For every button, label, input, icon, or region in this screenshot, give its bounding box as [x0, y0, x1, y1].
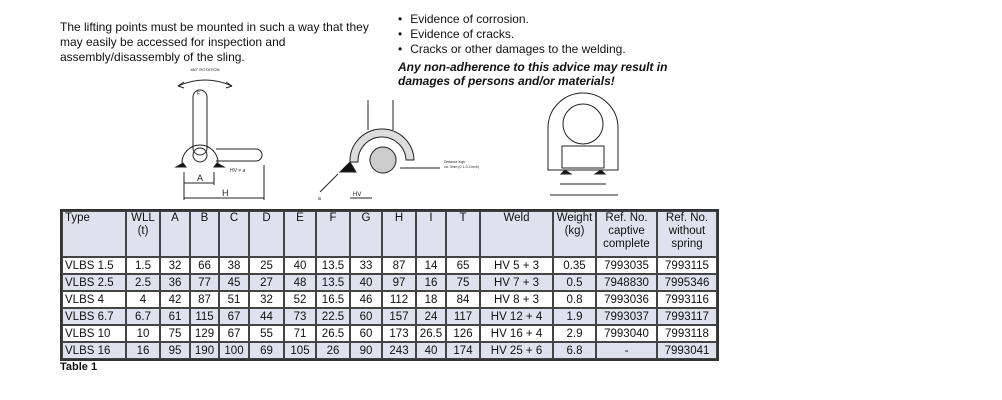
table-cell: 71 [284, 325, 316, 342]
table-cell: 7995346 [657, 274, 717, 291]
col-type: Type [62, 211, 126, 257]
table-cell: 1.5 [126, 257, 160, 274]
table-row [62, 308, 717, 325]
table-cell: 115 [190, 308, 219, 325]
table-cell: HV 25 + 6 [480, 342, 553, 359]
table-cell: VLBS 6.7 [62, 308, 126, 325]
table-cell: 25 [249, 257, 284, 274]
table-cell: 60 [350, 325, 382, 342]
table-cell: 16 [416, 274, 446, 291]
table-caption: Table 1 [60, 361, 98, 373]
table-cell: 4 [126, 291, 160, 308]
table-cell: 129 [190, 325, 219, 342]
table-cell: 7993118 [657, 325, 717, 342]
table-cell: 42 [160, 291, 190, 308]
table-cell: 100 [219, 342, 249, 359]
table-cell: 0.8 [553, 291, 596, 308]
table-cell: - [596, 342, 657, 359]
table-cell: 16 [126, 342, 160, 359]
section-view-drawing [318, 100, 479, 202]
col-c: C [219, 211, 249, 257]
list-item: • Cracks or other damages to the welding. [398, 42, 626, 57]
table-cell: 7993115 [657, 257, 717, 274]
table-cell: 60 [350, 308, 382, 325]
table-cell: 61 [160, 308, 190, 325]
table-cell: 73 [284, 308, 316, 325]
table-cell: 10 [126, 325, 160, 342]
table-cell: 44 [249, 308, 284, 325]
table-cell: 0.35 [553, 257, 596, 274]
h-label: H [222, 188, 229, 198]
col-ref-captive: Ref. No. captive complete [596, 211, 657, 257]
table-cell: 65 [446, 257, 480, 274]
table-cell: 69 [249, 342, 284, 359]
table-cell: 40 [416, 342, 446, 359]
table-cell: 52 [284, 291, 316, 308]
table-cell: 7993040 [596, 325, 657, 342]
table-cell: 33 [350, 257, 382, 274]
table-cell: 27 [249, 274, 284, 291]
table-cell: 95 [160, 342, 190, 359]
col-d: D [249, 211, 284, 257]
col-weld: Weld [480, 211, 553, 257]
table-cell: HV 16 + 4 [480, 325, 553, 342]
table-cell: 173 [382, 325, 416, 342]
table-cell: 105 [284, 342, 316, 359]
hv-a-label: HV ≠ a [230, 168, 246, 174]
table-cell: 14 [416, 257, 446, 274]
table-cell: 7993117 [657, 308, 717, 325]
table-cell: VLBS 16 [62, 342, 126, 359]
table-cell: 36 [160, 274, 190, 291]
table-cell: 26.5 [316, 325, 350, 342]
col-e: E [284, 211, 316, 257]
table-row [62, 342, 717, 359]
table-cell: 26.5 [416, 325, 446, 342]
table-cell: 2.9 [553, 325, 596, 342]
table-cell: HV 12 + 4 [480, 308, 553, 325]
col-a: A [160, 211, 190, 257]
table-cell: 16.5 [316, 291, 350, 308]
table-row [62, 325, 717, 342]
table-cell: 32 [249, 291, 284, 308]
table-cell: 7993036 [596, 291, 657, 308]
table-cell: 46 [350, 291, 382, 308]
table-cell: 6.7 [126, 308, 160, 325]
table-cell: VLBS 2.5 [62, 274, 126, 291]
table-cell: 40 [284, 257, 316, 274]
table-cell: 75 [160, 325, 190, 342]
a-small-label: a [318, 196, 321, 202]
table-cell: 7993035 [596, 257, 657, 274]
table-cell: VLBS 4 [62, 291, 126, 308]
table-cell: VLBS 1.5 [62, 257, 126, 274]
table-row [62, 291, 717, 308]
table-cell: 7993116 [657, 291, 717, 308]
table-cell: HV 7 + 3 [480, 274, 553, 291]
table-cell: 1.9 [553, 308, 596, 325]
table-cell: 40 [350, 274, 382, 291]
col-h: H [382, 211, 416, 257]
col-i: I [416, 211, 446, 257]
rotation-label: 180° ROTATION [190, 67, 220, 72]
table-cell: 48 [284, 274, 316, 291]
table-cell: 174 [446, 342, 480, 359]
table-cell: 67 [219, 325, 249, 342]
table-cell: 7993041 [657, 342, 717, 359]
table-cell: 26 [316, 342, 350, 359]
table-header-row [62, 211, 717, 257]
front-view-drawing [548, 93, 618, 195]
table-cell: 51 [219, 291, 249, 308]
table-cell: 38 [219, 257, 249, 274]
table-cell: 67 [219, 308, 249, 325]
col-g: G [350, 211, 382, 257]
table-cell: VLBS 10 [62, 325, 126, 342]
table-cell: 112 [382, 291, 416, 308]
col-wll: WLL (t) [126, 211, 160, 257]
col-t: T [446, 211, 480, 257]
table-cell: 0.5 [553, 274, 596, 291]
table-cell: 7948830 [596, 274, 657, 291]
table-cell: 117 [446, 308, 480, 325]
side-view-drawing [176, 67, 264, 200]
distance-label-2: ca. 3mm (0.1-0.3 inch) [444, 165, 480, 169]
table-cell: 6.8 [553, 342, 596, 359]
table-cell: 13.5 [316, 257, 350, 274]
table-cell: 97 [382, 274, 416, 291]
table-cell: 157 [382, 308, 416, 325]
hv-label: HV [353, 192, 362, 198]
table-cell: 22.5 [316, 308, 350, 325]
table-cell: 7993037 [596, 308, 657, 325]
table-cell: 126 [446, 325, 480, 342]
specifications-table [60, 209, 719, 361]
table-cell: 55 [249, 325, 284, 342]
f-label: F [197, 91, 201, 97]
table-cell: 2.5 [126, 274, 160, 291]
table-cell: HV 5 + 3 [480, 257, 553, 274]
col-b: B [190, 211, 219, 257]
table-cell: 66 [190, 257, 219, 274]
col-weight: Weight (kg) [553, 211, 596, 257]
table-cell: 243 [382, 342, 416, 359]
table-row [62, 274, 717, 291]
distance-label: Distance lugs [444, 160, 466, 164]
list-item: • Evidence of corrosion. [398, 12, 626, 27]
table-row [62, 257, 717, 274]
table-cell: 18 [416, 291, 446, 308]
table-cell: HV 8 + 3 [480, 291, 553, 308]
table-cell: 190 [190, 342, 219, 359]
table-cell: 75 [446, 274, 480, 291]
col-ref-without-spring: Ref. No. without spring [657, 211, 717, 257]
table-cell: 24 [416, 308, 446, 325]
table-cell: 45 [219, 274, 249, 291]
a-label: A [197, 173, 204, 183]
table-cell: 84 [446, 291, 480, 308]
table-cell: 87 [382, 257, 416, 274]
table-cell: 87 [190, 291, 219, 308]
col-f: F [316, 211, 350, 257]
table-cell: 77 [190, 274, 219, 291]
table-cell: 32 [160, 257, 190, 274]
table-cell: 90 [350, 342, 382, 359]
table-cell: 13.5 [316, 274, 350, 291]
warning-text: Any non-adherence to this advice may result in damages of persons and/or materials! [398, 60, 668, 88]
list-item: • Evidence of cracks. [398, 27, 626, 42]
intro-paragraph: The lifting points must be mounted in such a way that they may easily be accessed for inspection and assembly/disassembly of the sling. [60, 20, 369, 64]
